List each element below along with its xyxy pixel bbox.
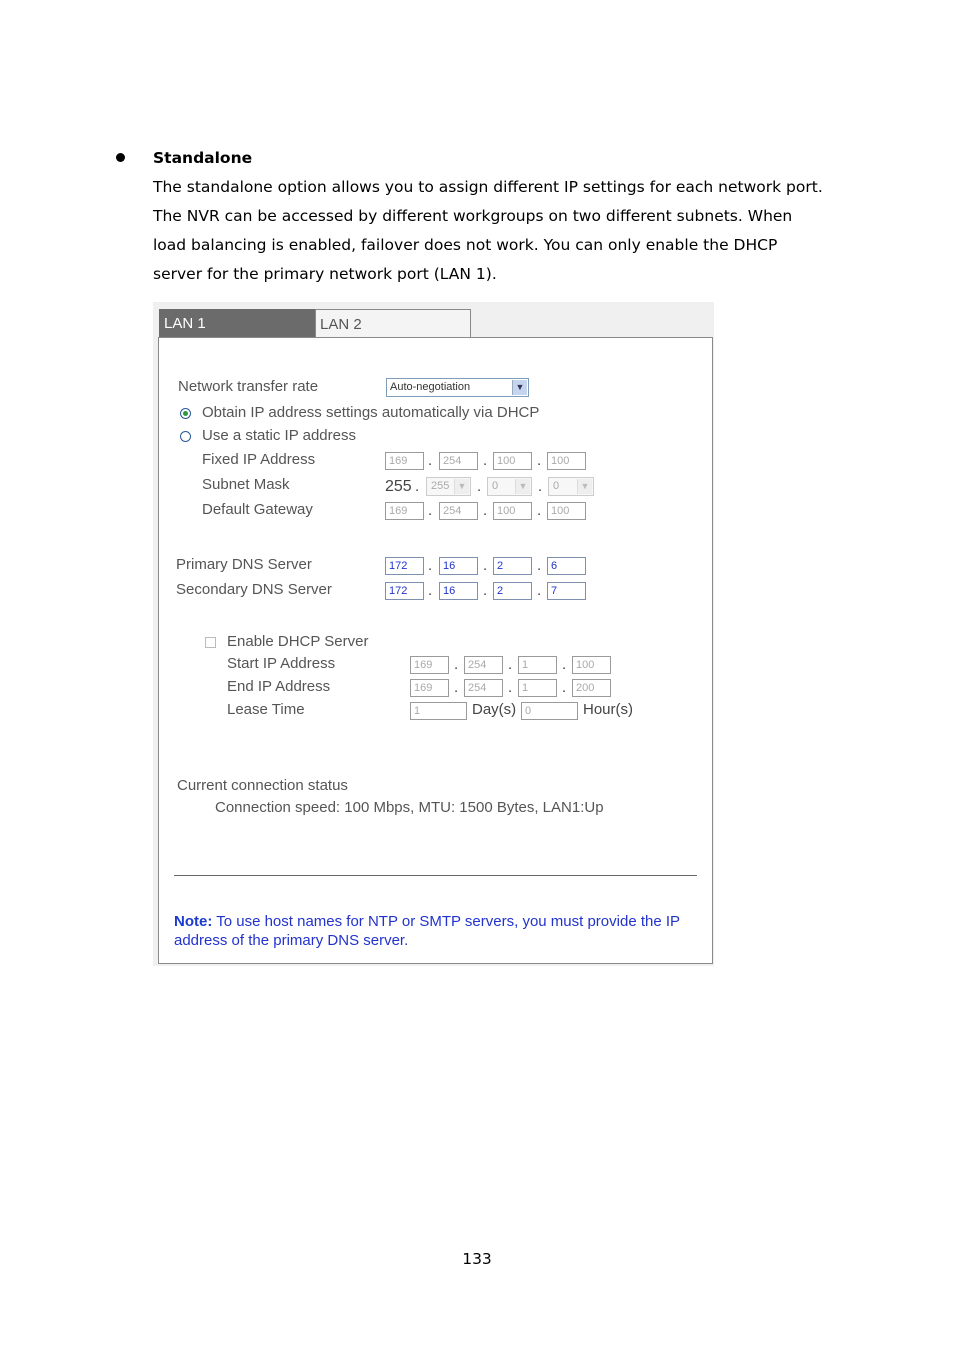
status-label: Current connection status	[177, 777, 348, 794]
subnet-select-4[interactable]	[548, 477, 594, 496]
separator: .	[537, 502, 542, 519]
secondary-dns-octet-4[interactable]: 7	[547, 582, 586, 600]
separator: .	[483, 582, 488, 599]
subnet-select-2[interactable]	[426, 477, 471, 496]
status-value: Connection speed: 100 Mbps, MTU: 1500 Bytes, LAN1:Up	[215, 799, 604, 816]
transfer-rate-select[interactable]	[386, 378, 529, 397]
start-ip-octet-2[interactable]: 254	[464, 656, 503, 674]
separator: .	[483, 502, 488, 519]
separator: .	[537, 557, 542, 574]
primary-dns-octet-3[interactable]: 2	[493, 557, 532, 575]
tab-lan2[interactable]: LAN 2	[315, 309, 471, 337]
subnet-octet-3: 0	[492, 480, 499, 492]
dropdown-arrow-icon[interactable]: ▼	[577, 479, 592, 494]
fixed-ip-octet-2[interactable]: 254	[439, 452, 478, 470]
hours-unit: Hour(s)	[583, 701, 634, 718]
gateway-octet-1[interactable]: 169	[385, 502, 424, 520]
paragraph-line: server for the primary network port (LAN 1).	[153, 265, 497, 283]
lease-days-input[interactable]: 1	[410, 702, 467, 720]
end-ip-octet-4[interactable]: 200	[572, 679, 611, 697]
dhcp-server-checkbox[interactable]	[205, 637, 216, 648]
paragraph-line: The standalone option allows you to assign different IP settings for each network port.	[153, 178, 823, 196]
secondary-dns-octet-3[interactable]: 2	[493, 582, 532, 600]
secondary-dns-octet-1[interactable]: 172	[385, 582, 424, 600]
gateway-octet-3[interactable]: 100	[493, 502, 532, 520]
subnet-first-octet: 255	[385, 478, 412, 495]
separator: .	[428, 582, 433, 599]
separator: .	[454, 656, 459, 673]
page-number: 133	[462, 1250, 492, 1268]
separator: .	[562, 679, 567, 696]
subnet-octet-2: 255	[431, 480, 450, 492]
separator: .	[483, 557, 488, 574]
fixed-ip-octet-3[interactable]: 100	[493, 452, 532, 470]
fixed-ip-octet-1[interactable]: 169	[385, 452, 424, 470]
separator: .	[454, 679, 459, 696]
start-ip-octet-3[interactable]: 1	[518, 656, 557, 674]
lease-time-label: Lease Time	[227, 701, 305, 718]
separator: .	[415, 478, 420, 495]
static-radio[interactable]	[180, 431, 191, 442]
separator: .	[538, 478, 543, 495]
separator: .	[537, 582, 542, 599]
separator: .	[428, 557, 433, 574]
primary-dns-label: Primary DNS Server	[176, 556, 312, 573]
separator: .	[477, 478, 482, 495]
days-unit: Day(s)	[472, 701, 517, 718]
end-ip-octet-3[interactable]: 1	[518, 679, 557, 697]
separator: .	[562, 656, 567, 673]
end-ip-octet-2[interactable]: 254	[464, 679, 503, 697]
paragraph-line: The NVR can be accessed by different workgroups on two different subnets. When	[153, 207, 793, 225]
separator: .	[428, 452, 433, 469]
dns-note	[174, 912, 694, 950]
primary-dns-octet-1[interactable]: 172	[385, 557, 424, 575]
end-ip-octet-1[interactable]: 169	[410, 679, 449, 697]
lease-hours-input[interactable]: 0	[521, 702, 578, 720]
separator: .	[508, 656, 513, 673]
transfer-rate-value: Auto-negotiation	[390, 381, 471, 393]
static-radio-label: Use a static IP address	[202, 427, 356, 444]
dropdown-arrow-icon[interactable]: ▼	[515, 479, 530, 494]
note-label: Note:	[174, 913, 213, 930]
primary-dns-octet-2[interactable]: 16	[439, 557, 478, 575]
start-ip-octet-1[interactable]: 169	[410, 656, 449, 674]
bullet-icon	[116, 153, 125, 162]
subnet-label: Subnet Mask	[202, 476, 290, 493]
gateway-octet-4[interactable]: 100	[547, 502, 586, 520]
subnet-octet-4: 0	[553, 480, 560, 492]
subnet-select-3[interactable]	[487, 477, 532, 496]
end-ip-label: End IP Address	[227, 678, 331, 695]
separator: .	[508, 679, 513, 696]
gateway-octet-2[interactable]: 254	[439, 502, 478, 520]
dhcp-radio[interactable]	[180, 408, 191, 419]
section-heading: Standalone	[153, 149, 253, 167]
separator: .	[428, 502, 433, 519]
separator: .	[483, 452, 488, 469]
gateway-label: Default Gateway	[202, 501, 313, 518]
fixed-ip-octet-4[interactable]: 100	[547, 452, 586, 470]
primary-dns-octet-4[interactable]: 6	[547, 557, 586, 575]
transfer-rate-label: Network transfer rate	[178, 378, 319, 395]
dhcp-radio-label: Obtain IP address settings automatically via DHCP	[202, 404, 540, 421]
paragraph-line: load balancing is enabled, failover does not work. You can only enable the DHCP	[153, 236, 778, 254]
dropdown-arrow-icon[interactable]: ▼	[512, 380, 527, 395]
secondary-dns-label: Secondary DNS Server	[176, 581, 332, 598]
secondary-dns-octet-2[interactable]: 16	[439, 582, 478, 600]
tab-lan1[interactable]: LAN 1	[159, 309, 315, 337]
note-text: To use host names for NTP or SMTP servers, you must provide the IP address of the primary DNS server.	[174, 913, 680, 949]
start-ip-label: Start IP Address	[227, 655, 336, 672]
fixed-ip-label: Fixed IP Address	[202, 451, 316, 468]
start-ip-octet-4[interactable]: 100	[572, 656, 611, 674]
dhcp-server-label: Enable DHCP Server	[227, 633, 369, 650]
dropdown-arrow-icon[interactable]: ▼	[454, 479, 469, 494]
separator: .	[537, 452, 542, 469]
divider	[174, 875, 697, 876]
